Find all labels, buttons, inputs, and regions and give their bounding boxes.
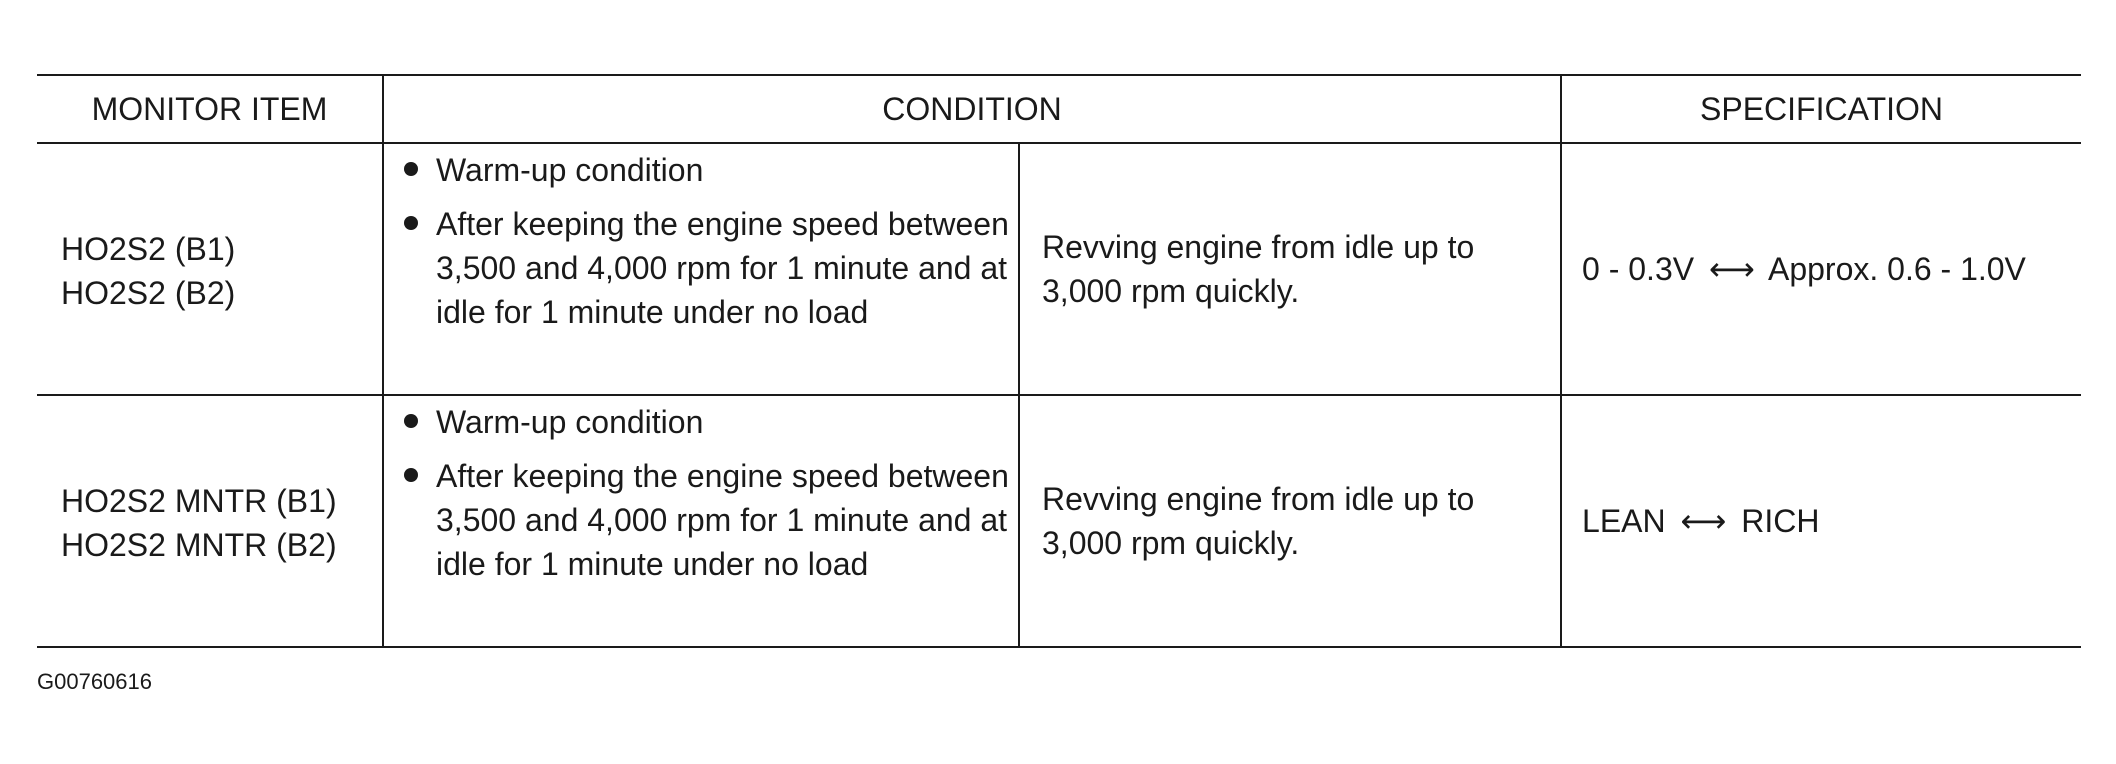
condition-item xyxy=(400,202,1010,334)
condition-text: After keeping the engine speed between 3,500 and 4,000 rpm for 1 minute and at idle for 1 minute under no load xyxy=(436,458,1009,582)
condition-list xyxy=(400,400,1010,586)
header-specification: SPECIFICATION xyxy=(1561,75,2081,143)
bullet-icon xyxy=(404,468,418,482)
monitor-spec-table xyxy=(37,74,2081,648)
monitor-item-cell xyxy=(37,395,383,647)
condition-item xyxy=(400,454,1010,586)
condition-text: After keeping the engine speed between 3,500 and 4,000 rpm for 1 minute and at idle for 1 minute under no load xyxy=(436,206,1009,330)
condition-cell xyxy=(383,395,1019,647)
specification-cell xyxy=(1561,143,2081,395)
figure-code: G00760616 xyxy=(37,669,152,694)
monitor-item-cell xyxy=(37,143,383,395)
table-header-row xyxy=(37,75,2081,143)
double-arrow-icon: ⟷ xyxy=(1680,502,1727,540)
action-cell: Revving engine from idle up to 3,000 rpm quickly. xyxy=(1019,395,1561,647)
spec-low-value: 0 - 0.3V xyxy=(1582,251,1695,287)
table-row xyxy=(37,143,2081,395)
condition-text: Warm-up condition xyxy=(436,152,704,188)
condition-cell xyxy=(383,143,1019,395)
double-arrow-icon: ⟷ xyxy=(1708,250,1755,288)
spec-high-value: Approx. 0.6 - 1.0V xyxy=(1767,251,2026,287)
monitor-item-name: HO2S2 (B2) xyxy=(61,275,236,311)
bullet-icon xyxy=(404,216,418,230)
header-condition: CONDITION xyxy=(383,75,1561,143)
specification-cell xyxy=(1561,395,2081,647)
monitor-item-name: HO2S2 MNTR (B1) xyxy=(61,483,337,519)
action-cell: Revving engine from idle up to 3,000 rpm quickly. xyxy=(1019,143,1561,395)
condition-text: Warm-up condition xyxy=(436,404,704,440)
table-row xyxy=(37,395,2081,647)
spec-high-value: RICH xyxy=(1741,503,1820,539)
bullet-icon xyxy=(404,162,418,176)
monitor-item-name: HO2S2 (B1) xyxy=(61,231,236,267)
monitor-item-name: HO2S2 MNTR (B2) xyxy=(61,527,337,563)
header-monitor-item: MONITOR ITEM xyxy=(37,75,383,143)
condition-list xyxy=(400,148,1010,334)
bullet-icon xyxy=(404,414,418,428)
condition-item xyxy=(400,148,1010,192)
condition-item xyxy=(400,400,1010,444)
spec-low-value: LEAN xyxy=(1582,503,1666,539)
